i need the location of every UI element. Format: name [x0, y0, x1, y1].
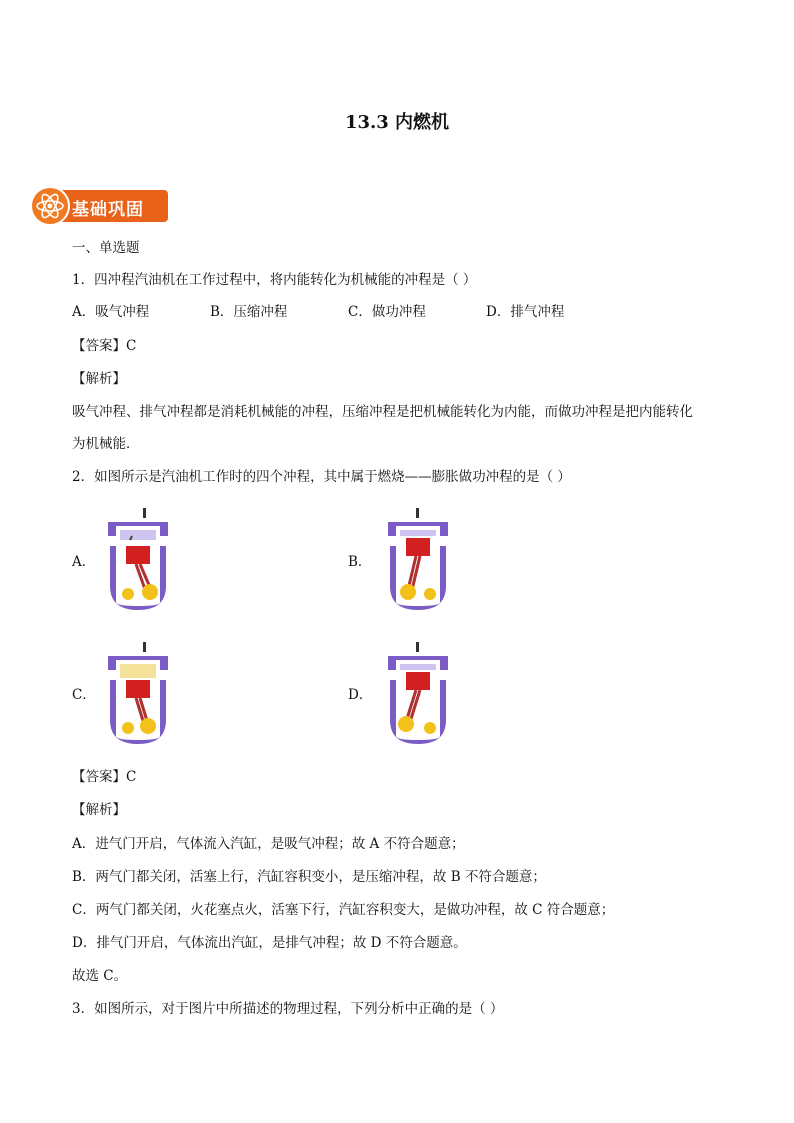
engine-diagram-a [100, 506, 176, 616]
engine-diagram-c [100, 640, 176, 750]
q2-option-label-b: B． [348, 554, 372, 570]
q1-option-d: D．排气冲程 [486, 304, 565, 320]
engine-diagram-b [380, 506, 456, 616]
engine-diagram-d [380, 640, 456, 750]
q1-option-a: A．吸气冲程 [72, 304, 150, 320]
q1-analysis-line: 为机械能． [72, 436, 140, 452]
q2-analysis-line: B．两气门都关闭，活塞上行，汽缸容积变小，是压缩冲程，故 B 不符合题意； [72, 869, 546, 885]
banner-label: 基础巩固 [72, 200, 144, 220]
q1-stem: 1．四冲程汽油机在工作过程中，将内能转化为机械能的冲程是（ ） [72, 272, 477, 288]
q1-option-b: B．压缩冲程 [210, 304, 288, 320]
page-title: 13.3 内燃机 [344, 112, 450, 133]
q2-stem: 2．如图所示是汽油机工作时的四个冲程，其中属于燃烧——膨胀做功冲程的是（ ） [72, 469, 571, 485]
q2-option-label-d: D． [348, 687, 373, 703]
q1-analysis-line: 吸气冲程、排气冲程都是消耗机械能的冲程，压缩冲程是把机械能转化为内能，而做功冲程是把内能转化 [72, 404, 693, 420]
q1-option-c: C．做功冲程 [348, 304, 426, 320]
q2-conclusion: 故选 C。 [72, 968, 128, 984]
section-type: 一、单选题 [72, 240, 140, 256]
q2-analysis-line: D．排气门开启，气体流出汽缸，是排气冲程；故 D 不符合题意。 [72, 935, 467, 951]
q2-analysis-line: C．两气门都关闭，火花塞点火，活塞下行，汽缸容积变大，是做功冲程，故 C 符合题意； [72, 902, 615, 918]
q2-answer: 【答案】C [72, 769, 137, 785]
q2-analysis-label: 【解析】 [72, 802, 126, 818]
q1-analysis-label: 【解析】 [72, 371, 126, 387]
q1-answer: 【答案】C [72, 338, 137, 354]
q3-stem: 3．如图所示，对于图片中所描述的物理过程，下列分析中正确的是（ ） [72, 1001, 504, 1017]
atom-icon [30, 186, 70, 226]
section-banner [30, 186, 170, 226]
q2-analysis-line: A．进气门开启，气体流入汽缸，是吸气冲程；故 A 不符合题意； [72, 836, 465, 852]
q2-option-label-a: A． [72, 554, 96, 570]
q2-option-label-c: C． [72, 687, 96, 703]
